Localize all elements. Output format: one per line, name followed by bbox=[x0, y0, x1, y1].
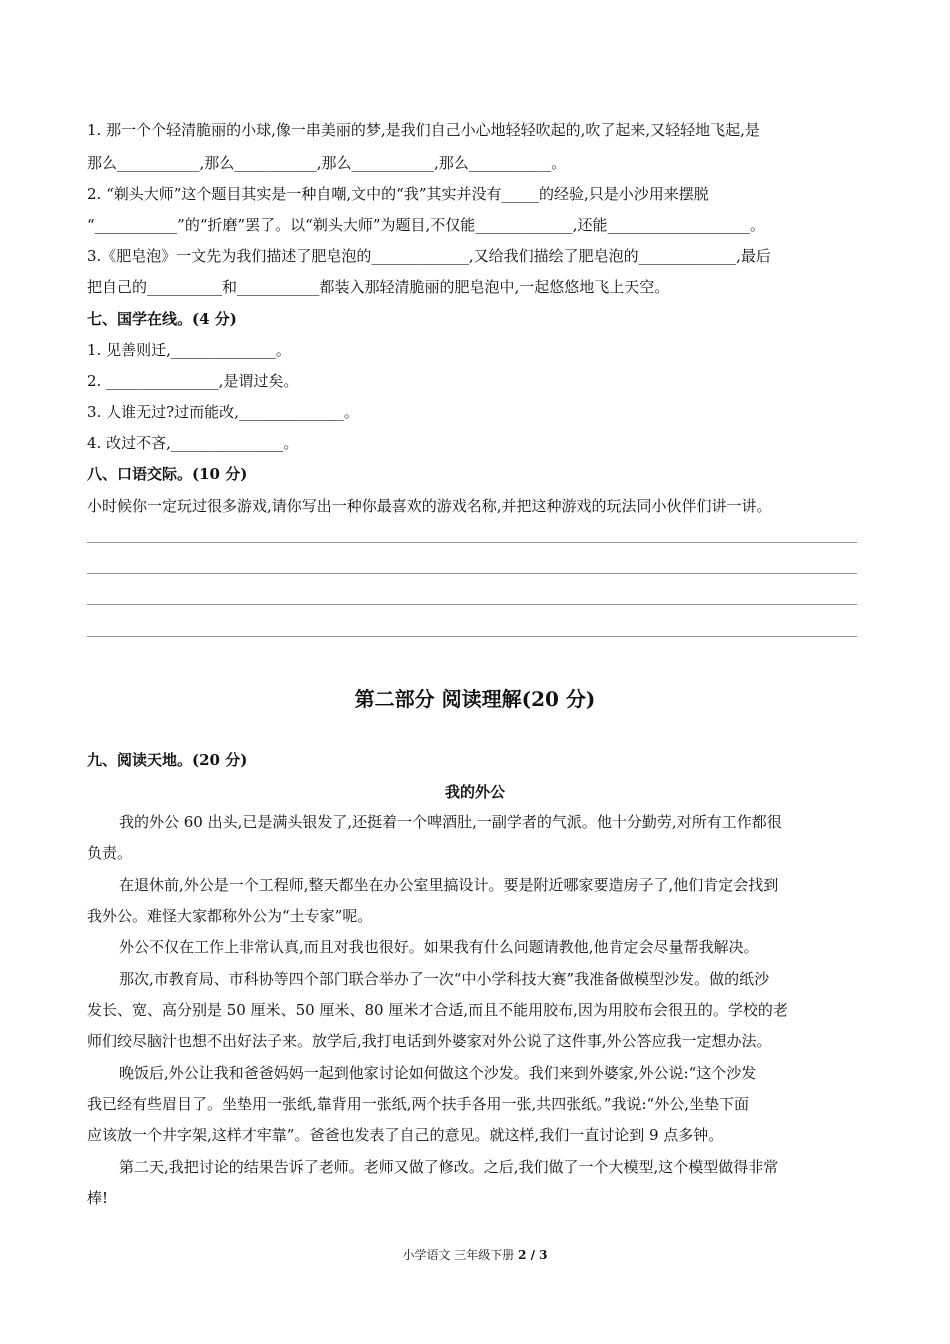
article-line: 师们绞尽脑汁也想不出好法子来。放学后,我打电话到外婆家对外公说了这件事,外公答应我一定想办法。 bbox=[87, 1032, 772, 1050]
answer-line bbox=[87, 542, 857, 543]
q7-item: 2. _______________,是谓过矣。 bbox=[87, 372, 299, 390]
article-line: 第二天,我把讨论的结果告诉了老师。老师又做了修改。之后,我们做了一个大模型,这个模型做得非常 bbox=[119, 1158, 779, 1176]
article-line: 我外公。难怪大家都称外公为“土专家”呢。 bbox=[87, 907, 373, 925]
q6-item1-line1: 1. 那一个个轻清脆丽的小球,像一串美丽的梦,是我们自己小心地轻轻吹起的,吹了起来,又轻轻地飞起,是 bbox=[87, 121, 760, 139]
article-line: 负责。 bbox=[87, 844, 133, 862]
page-footer bbox=[0, 1246, 950, 1263]
article-line: 我的外公 60 出头,已是满头银发了,还挺着一个啤酒肚,一副学者的气派。他十分勤劳,对所有工作都很 bbox=[119, 813, 782, 831]
q6-item2-line1: 2. “剃头大师”这个题目其实是一种自嘲,文中的“我”其实并没有_____的经验,只是小沙用来摆脱 bbox=[87, 185, 709, 203]
article-line: 那次,市教育局、市科协等四个部门联合举办了一次“中小学科技大赛”我准备做模型沙发。做的纸沙 bbox=[119, 970, 770, 988]
article-line: 我已经有些眉目了。坐垫用一张纸,靠背用一张纸,两个扶手各用一张,共四张纸。”我说:“外公,坐垫下面 bbox=[87, 1095, 749, 1113]
article-line: 外公不仅在工作上非常认真,而且对我也很好。如果我有什么问题请教他,他肯定会尽量帮我解决。 bbox=[119, 938, 759, 956]
article-title: 我的外公 bbox=[444, 783, 505, 801]
q7-item: 3. 人谁无过?过而能改,______________。 bbox=[87, 403, 359, 421]
answer-line bbox=[87, 604, 857, 605]
q7-item: 4. 改过不吝,_______________。 bbox=[87, 434, 299, 452]
article-line: 晚饭后,外公让我和爸爸妈妈一起到他家讨论如何做这个沙发。我们来到外婆家,外公说:“这个沙发 bbox=[119, 1064, 757, 1082]
footer-text: 小学语文 三年级下册 bbox=[402, 1248, 519, 1262]
part2-title: 第二部分 阅读理解(20 分) bbox=[354, 687, 596, 711]
q8-prompt: 小时候你一定玩过很多游戏,请你写出一种你最喜欢的游戏名称,并把这种游戏的玩法同小伙伴们讲一讲。 bbox=[87, 497, 772, 515]
q6-item2-line2: “___________”的“折磨”罢了。以“剃头大师”为题目,不仅能_____________,还能___________________。 bbox=[87, 216, 766, 234]
answer-line bbox=[87, 636, 857, 637]
q9-heading: 九、阅读天地。(20 分) bbox=[87, 751, 248, 769]
q6-item3-line2: 把自己的__________和___________都装入那轻清脆丽的肥皂泡中,一起悠悠地飞上天空。 bbox=[87, 278, 670, 296]
q7-item: 1. 见善则迁,______________。 bbox=[87, 341, 291, 359]
article-line: 应该放一个井字架,这样才牢靠”。爸爸也发表了自己的意见。就这样,我们一直讨论到 9 点多钟。 bbox=[87, 1126, 724, 1144]
q6-item1-line2: 那么___________,那么___________,那么___________,那么___________。 bbox=[87, 154, 567, 172]
q8-heading: 八、口语交际。(10 分) bbox=[87, 465, 248, 483]
page-number: 2 / 3 bbox=[518, 1248, 548, 1262]
q6-item3-line1: 3.《肥皂泡》一文先为我们描述了肥皂泡的_____________,又给我们描绘了肥皂泡的_____________,最后 bbox=[87, 247, 771, 265]
article-line: 发长、宽、高分别是 50 厘米、50 厘米、80 厘米才合适,而且不能用胶布,因为用胶布会很丑的。学校的老 bbox=[87, 1001, 788, 1019]
answer-line bbox=[87, 573, 857, 574]
article-line: 在退休前,外公是一个工程师,整天都坐在办公室里搞设计。要是附近哪家要造房子了,他们肯定会找到 bbox=[119, 876, 779, 894]
q7-heading: 七、国学在线。(4 分) bbox=[87, 310, 237, 328]
article-line: 棒! bbox=[87, 1189, 109, 1207]
